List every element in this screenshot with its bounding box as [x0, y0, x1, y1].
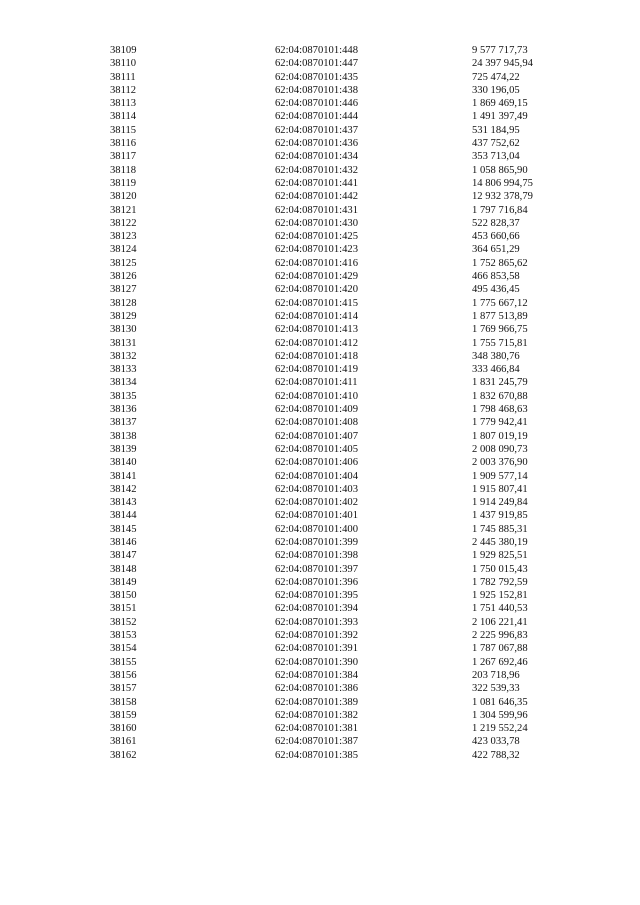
table-row — [0, 709, 640, 722]
table-row — [0, 735, 640, 748]
table-row — [0, 71, 640, 84]
cadastral-number-cell: 62:04:0870101:434 — [275, 151, 358, 163]
table-row — [0, 682, 640, 695]
row-number-cell: 38144 — [110, 510, 137, 522]
row-number-cell: 38157 — [110, 683, 137, 695]
cadastral-value-cell: 1 909 577,14 — [472, 470, 528, 482]
row-number-cell: 38155 — [110, 656, 137, 668]
cadastral-value-cell: 1 491 397,49 — [472, 111, 528, 123]
table-row — [0, 44, 640, 57]
table-row — [0, 642, 640, 655]
cadastral-value-cell: 1 787 067,88 — [472, 643, 528, 655]
cadastral-number-cell: 62:04:0870101:412 — [275, 337, 358, 349]
table-row — [0, 589, 640, 602]
row-number-cell: 38161 — [110, 736, 137, 748]
table-row — [0, 696, 640, 709]
cadastral-number-cell: 62:04:0870101:435 — [275, 71, 358, 83]
row-number-cell: 38149 — [110, 576, 137, 588]
cadastral-number-cell: 62:04:0870101:407 — [275, 430, 358, 442]
cadastral-number-cell: 62:04:0870101:401 — [275, 510, 358, 522]
cadastral-number-cell: 62:04:0870101:425 — [275, 231, 358, 243]
row-number-cell: 38128 — [110, 297, 137, 309]
cadastral-number-cell: 62:04:0870101:399 — [275, 536, 358, 548]
table-row — [0, 549, 640, 562]
cadastral-value-cell: 333 466,84 — [472, 364, 520, 376]
cadastral-number-cell: 62:04:0870101:416 — [275, 257, 358, 269]
row-number-cell: 38118 — [110, 164, 137, 176]
cadastral-number-cell: 62:04:0870101:447 — [275, 58, 358, 70]
cadastral-value-cell: 1 267 692,46 — [472, 656, 528, 668]
cadastral-value-cell: 322 539,33 — [472, 683, 520, 695]
table-row — [0, 443, 640, 456]
table-row — [0, 616, 640, 629]
cadastral-value-cell: 1 807 019,19 — [472, 430, 528, 442]
row-number-cell: 38152 — [110, 616, 137, 628]
table-row — [0, 722, 640, 735]
row-number-cell: 38123 — [110, 231, 137, 243]
row-number-cell: 38158 — [110, 696, 137, 708]
table-row — [0, 456, 640, 469]
cadastral-number-cell: 62:04:0870101:438 — [275, 84, 358, 96]
row-number-cell: 38136 — [110, 404, 137, 416]
row-number-cell: 38114 — [110, 111, 137, 123]
cadastral-value-cell: 1 914 249,84 — [472, 497, 528, 509]
cadastral-number-cell: 62:04:0870101:391 — [275, 643, 358, 655]
row-number-cell: 38130 — [110, 324, 137, 336]
row-number-cell: 38146 — [110, 536, 137, 548]
row-number-cell: 38145 — [110, 523, 137, 535]
row-number-cell: 38112 — [110, 84, 137, 96]
cadastral-number-cell: 62:04:0870101:397 — [275, 563, 358, 575]
row-number-cell: 38131 — [110, 337, 137, 349]
cadastral-value-cell: 203 718,96 — [472, 669, 520, 681]
cadastral-value-cell: 353 713,04 — [472, 151, 520, 163]
table-row — [0, 523, 640, 536]
cadastral-number-cell: 62:04:0870101:381 — [275, 723, 358, 735]
cadastral-value-table — [0, 44, 640, 762]
row-number-cell: 38111 — [110, 71, 136, 83]
table-row — [0, 376, 640, 389]
cadastral-number-cell: 62:04:0870101:446 — [275, 98, 358, 110]
cadastral-number-cell: 62:04:0870101:394 — [275, 603, 358, 615]
cadastral-number-cell: 62:04:0870101:405 — [275, 443, 358, 455]
cadastral-number-cell: 62:04:0870101:418 — [275, 350, 358, 362]
cadastral-number-cell: 62:04:0870101:415 — [275, 297, 358, 309]
cadastral-number-cell: 62:04:0870101:385 — [275, 749, 358, 761]
table-row — [0, 150, 640, 163]
row-number-cell: 38143 — [110, 497, 137, 509]
row-number-cell: 38121 — [110, 204, 137, 216]
cadastral-number-cell: 62:04:0870101:430 — [275, 217, 358, 229]
cadastral-value-cell: 1 915 807,41 — [472, 483, 528, 495]
cadastral-value-cell: 531 184,95 — [472, 124, 520, 136]
table-row — [0, 310, 640, 323]
cadastral-value-cell: 466 853,58 — [472, 271, 520, 283]
cadastral-number-cell: 62:04:0870101:395 — [275, 590, 358, 602]
row-number-cell: 38132 — [110, 350, 137, 362]
cadastral-value-cell: 2 445 380,19 — [472, 536, 528, 548]
table-row — [0, 669, 640, 682]
table-row — [0, 217, 640, 230]
table-row — [0, 323, 640, 336]
cadastral-value-cell: 522 828,37 — [472, 217, 520, 229]
row-number-cell: 38134 — [110, 377, 137, 389]
row-number-cell: 38116 — [110, 138, 137, 150]
table-row — [0, 749, 640, 762]
cadastral-value-cell: 1 779 942,41 — [472, 417, 528, 429]
cadastral-number-cell: 62:04:0870101:442 — [275, 191, 358, 203]
row-number-cell: 38150 — [110, 590, 137, 602]
row-number-cell: 38138 — [110, 430, 137, 442]
table-row — [0, 390, 640, 403]
cadastral-value-cell: 1 782 792,59 — [472, 576, 528, 588]
cadastral-number-cell: 62:04:0870101:389 — [275, 696, 358, 708]
cadastral-value-cell: 2 008 090,73 — [472, 443, 528, 455]
row-number-cell: 38122 — [110, 217, 137, 229]
row-number-cell: 38129 — [110, 310, 137, 322]
cadastral-value-cell: 1 798 468,63 — [472, 404, 528, 416]
table-row — [0, 350, 640, 363]
row-number-cell: 38148 — [110, 563, 137, 575]
table-row — [0, 536, 640, 549]
table-row — [0, 563, 640, 576]
cadastral-number-cell: 62:04:0870101:390 — [275, 656, 358, 668]
table-row — [0, 57, 640, 70]
row-number-cell: 38156 — [110, 669, 137, 681]
cadastral-number-cell: 62:04:0870101:409 — [275, 404, 358, 416]
cadastral-value-cell: 423 033,78 — [472, 736, 520, 748]
row-number-cell: 38115 — [110, 124, 137, 136]
row-number-cell: 38119 — [110, 177, 137, 189]
cadastral-value-cell: 14 806 994,75 — [472, 177, 533, 189]
cadastral-number-cell: 62:04:0870101:411 — [275, 377, 358, 389]
row-number-cell: 38133 — [110, 364, 137, 376]
table-row — [0, 602, 640, 615]
cadastral-value-cell: 422 788,32 — [472, 749, 520, 761]
cadastral-value-cell: 1 437 919,85 — [472, 510, 528, 522]
table-row — [0, 337, 640, 350]
row-number-cell: 38140 — [110, 457, 137, 469]
cadastral-value-cell: 2 106 221,41 — [472, 616, 528, 628]
cadastral-number-cell: 62:04:0870101:400 — [275, 523, 358, 535]
table-row — [0, 97, 640, 110]
cadastral-number-cell: 62:04:0870101:382 — [275, 709, 358, 721]
cadastral-value-cell: 24 397 945,94 — [472, 58, 533, 70]
cadastral-number-cell: 62:04:0870101:386 — [275, 683, 358, 695]
row-number-cell: 38125 — [110, 257, 137, 269]
row-number-cell: 38154 — [110, 643, 137, 655]
cadastral-value-cell: 12 932 378,79 — [472, 191, 533, 203]
table-row — [0, 177, 640, 190]
cadastral-number-cell: 62:04:0870101:419 — [275, 364, 358, 376]
row-number-cell: 38110 — [110, 58, 137, 70]
cadastral-value-cell: 1 877 513,89 — [472, 310, 528, 322]
table-row — [0, 363, 640, 376]
table-row — [0, 430, 640, 443]
table-row — [0, 124, 640, 137]
cadastral-number-cell: 62:04:0870101:431 — [275, 204, 358, 216]
table-row — [0, 230, 640, 243]
cadastral-number-cell: 62:04:0870101:406 — [275, 457, 358, 469]
cadastral-value-cell: 364 651,29 — [472, 244, 520, 256]
row-number-cell: 38120 — [110, 191, 137, 203]
cadastral-value-cell: 1 219 552,24 — [472, 723, 528, 735]
cadastral-value-cell: 1 752 865,62 — [472, 257, 528, 269]
table-row — [0, 190, 640, 203]
row-number-cell: 38160 — [110, 723, 137, 735]
cadastral-value-cell: 1 304 599,96 — [472, 709, 528, 721]
cadastral-value-cell: 1 745 885,31 — [472, 523, 528, 535]
table-row — [0, 283, 640, 296]
cadastral-value-cell: 330 196,05 — [472, 84, 520, 96]
row-number-cell: 38142 — [110, 483, 137, 495]
cadastral-value-cell: 2 003 376,90 — [472, 457, 528, 469]
cadastral-number-cell: 62:04:0870101:437 — [275, 124, 358, 136]
cadastral-value-cell: 1 751 440,53 — [472, 603, 528, 615]
cadastral-value-cell: 1 755 715,81 — [472, 337, 528, 349]
table-row — [0, 243, 640, 256]
cadastral-number-cell: 62:04:0870101:392 — [275, 630, 358, 642]
row-number-cell: 38153 — [110, 630, 137, 642]
row-number-cell: 38113 — [110, 98, 137, 110]
row-number-cell: 38141 — [110, 470, 137, 482]
cadastral-number-cell: 62:04:0870101:410 — [275, 390, 358, 402]
row-number-cell: 38126 — [110, 271, 137, 283]
cadastral-number-cell: 62:04:0870101:414 — [275, 310, 358, 322]
cadastral-number-cell: 62:04:0870101:420 — [275, 284, 358, 296]
table-row — [0, 470, 640, 483]
cadastral-number-cell: 62:04:0870101:402 — [275, 497, 358, 509]
table-row — [0, 297, 640, 310]
cadastral-value-cell: 453 660,66 — [472, 231, 520, 243]
cadastral-value-cell: 1 925 152,81 — [472, 590, 528, 602]
cadastral-number-cell: 62:04:0870101:423 — [275, 244, 358, 256]
table-row — [0, 84, 640, 97]
cadastral-number-cell: 62:04:0870101:441 — [275, 177, 358, 189]
table-row — [0, 509, 640, 522]
cadastral-value-cell: 1 750 015,43 — [472, 563, 528, 575]
table-row — [0, 416, 640, 429]
cadastral-number-cell: 62:04:0870101:432 — [275, 164, 358, 176]
cadastral-number-cell: 62:04:0870101:396 — [275, 576, 358, 588]
row-number-cell: 38109 — [110, 45, 137, 56]
table-row — [0, 110, 640, 123]
cadastral-value-cell: 725 474,22 — [472, 71, 520, 83]
row-number-cell: 38151 — [110, 603, 137, 615]
cadastral-number-cell: 62:04:0870101:444 — [275, 111, 358, 123]
cadastral-number-cell: 62:04:0870101:384 — [275, 669, 358, 681]
table-row — [0, 656, 640, 669]
cadastral-value-cell: 437 752,62 — [472, 138, 520, 150]
cadastral-value-cell: 348 380,76 — [472, 350, 520, 362]
cadastral-number-cell: 62:04:0870101:398 — [275, 550, 358, 562]
cadastral-value-cell: 1 775 667,12 — [472, 297, 528, 309]
table-row — [0, 257, 640, 270]
cadastral-number-cell: 62:04:0870101:404 — [275, 470, 358, 482]
row-number-cell: 38137 — [110, 417, 137, 429]
row-number-cell: 38135 — [110, 390, 137, 402]
table-row — [0, 403, 640, 416]
row-number-cell: 38139 — [110, 443, 137, 455]
cadastral-number-cell: 62:04:0870101:436 — [275, 138, 358, 150]
row-number-cell: 38124 — [110, 244, 137, 256]
cadastral-number-cell: 62:04:0870101:403 — [275, 483, 358, 495]
cadastral-number-cell: 62:04:0870101:448 — [275, 45, 358, 56]
cadastral-value-cell: 9 577 717,73 — [472, 45, 528, 56]
cadastral-value-cell: 1 081 646,35 — [472, 696, 528, 708]
cadastral-number-cell: 62:04:0870101:413 — [275, 324, 358, 336]
row-number-cell: 38147 — [110, 550, 137, 562]
table-row — [0, 496, 640, 509]
row-number-cell: 38117 — [110, 151, 137, 163]
cadastral-value-cell: 1 832 670,88 — [472, 390, 528, 402]
table-row — [0, 576, 640, 589]
row-number-cell: 38127 — [110, 284, 137, 296]
cadastral-value-cell: 1 831 245,79 — [472, 377, 528, 389]
row-number-cell: 38162 — [110, 749, 137, 761]
cadastral-value-cell: 1 058 865,90 — [472, 164, 528, 176]
table-row — [0, 270, 640, 283]
cadastral-value-cell: 2 225 996,83 — [472, 630, 528, 642]
cadastral-value-cell: 1 797 716,84 — [472, 204, 528, 216]
cadastral-number-cell: 62:04:0870101:387 — [275, 736, 358, 748]
table-row — [0, 483, 640, 496]
table-row — [0, 137, 640, 150]
row-number-cell: 38159 — [110, 709, 137, 721]
cadastral-number-cell: 62:04:0870101:429 — [275, 271, 358, 283]
table-row — [0, 629, 640, 642]
cadastral-value-cell: 495 436,45 — [472, 284, 520, 296]
cadastral-value-cell: 1 869 469,15 — [472, 98, 528, 110]
cadastral-number-cell: 62:04:0870101:393 — [275, 616, 358, 628]
table-row — [0, 164, 640, 177]
cadastral-value-cell: 1 769 966,75 — [472, 324, 528, 336]
cadastral-number-cell: 62:04:0870101:408 — [275, 417, 358, 429]
table-row — [0, 204, 640, 217]
cadastral-value-cell: 1 929 825,51 — [472, 550, 528, 562]
